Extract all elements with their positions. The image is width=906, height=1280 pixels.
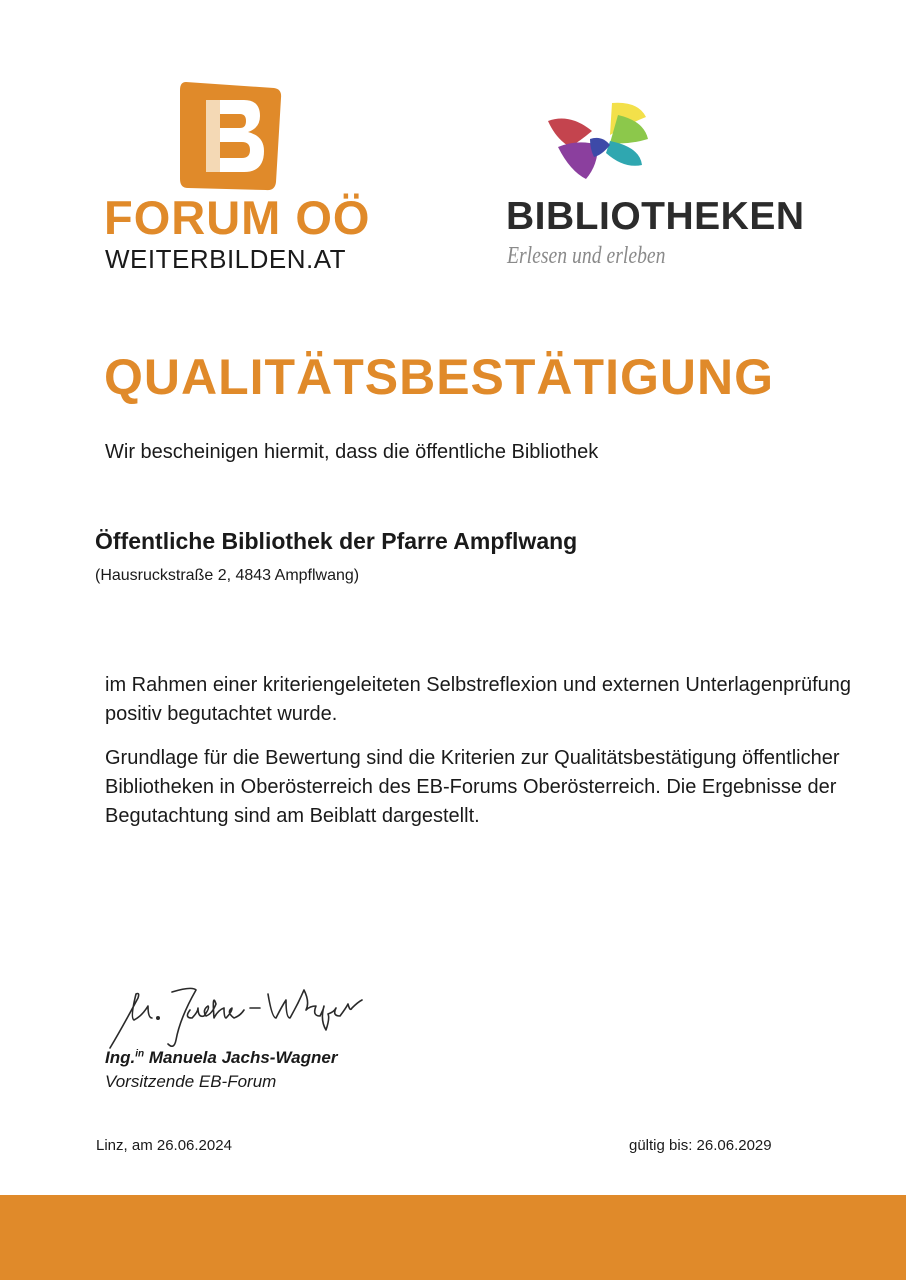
- forum-logo-title: FORUM OÖ: [104, 191, 371, 244]
- forum-logo-subtitle: WEITERBILDEN.AT: [105, 244, 347, 274]
- bibliotheken-logo-title: BIBLIOTHEKEN: [506, 195, 805, 238]
- criteria-paragraph: Grundlage für die Bewertung sind die Kriterien zur Qualitätsbestätigung öffentlicher Bibliotheken in Oberösterreich des EB-Forums Oberösterreich. Die Ergebnisse der Begutachtung sind am Beiblatt dargestellt.: [105, 747, 840, 827]
- place-date: Linz, am 26.06.2024: [96, 1137, 232, 1154]
- bottom-accent-band: [0, 1195, 906, 1280]
- library-name: Öffentliche Bibliothek der Pfarre Ampflwang: [95, 528, 578, 554]
- assessment-paragraph: im Rahmen einer kriteriengeleiteten Selbstreflexion und externen Unterlagenprüfung positiv begutachtet wurde.: [105, 674, 851, 725]
- library-address: (Hausruckstraße 2, 4843 Ampflwang): [95, 567, 360, 584]
- bibliotheken-logo-tagline: Erlesen und erleben: [507, 243, 666, 269]
- signer-title-suffix: in: [135, 1048, 145, 1060]
- forum-b-logo-icon: [178, 78, 286, 196]
- signer-name: [105, 1048, 337, 1068]
- forum-oo-logo: [100, 70, 370, 280]
- butterfly-book-icon: [540, 95, 650, 187]
- bibliotheken-logo: [500, 95, 820, 285]
- signer-full-name: Manuela Jachs-Wagner: [148, 1048, 338, 1067]
- valid-until: gültig bis: 26.06.2029: [629, 1137, 772, 1154]
- handwritten-signature: [100, 978, 390, 1052]
- signer-title-prefix: Ing.: [105, 1048, 136, 1067]
- signer-role: Vorsitzende EB-Forum: [105, 1072, 277, 1091]
- certificate-title: QUALITÄTSBESTÄTIGUNG: [104, 349, 774, 405]
- certificate-intro: Wir bescheinigen hiermit, dass die öffentliche Bibliothek: [105, 441, 599, 463]
